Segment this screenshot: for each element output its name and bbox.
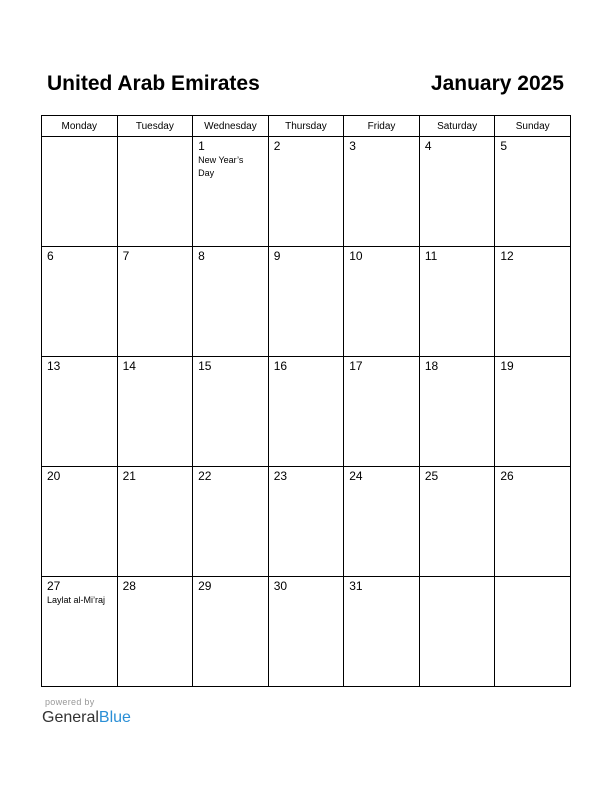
day-number: 31 (349, 579, 363, 593)
day-number: 23 (273, 469, 288, 483)
day-cell (344, 577, 420, 687)
day-number: 29 (198, 579, 212, 593)
day-number: 28 (122, 579, 136, 593)
day-cell (42, 577, 118, 687)
weekday-header: Friday (344, 116, 420, 137)
weekday-header: Thursday (268, 116, 344, 137)
day-number: 15 (198, 359, 212, 373)
day-cell (193, 247, 269, 357)
day-number: 8 (198, 249, 205, 263)
generalblue-logo[interactable] (42, 708, 131, 728)
calendar-country-title: United Arab Emirates (47, 72, 260, 95)
day-number: 27 (47, 579, 61, 593)
day-cell (193, 467, 269, 577)
brand-general-text: General (42, 709, 99, 726)
day-number: 26 (500, 469, 514, 483)
holiday-label: Laylat al-Mi’raj (47, 595, 106, 605)
week-row (42, 137, 571, 247)
day-number: 24 (349, 469, 363, 483)
calendar-grid (41, 115, 571, 687)
week-row (42, 357, 571, 467)
day-cell (117, 137, 193, 247)
day-cell (495, 357, 571, 467)
day-cell (193, 577, 269, 687)
day-number: 11 (424, 249, 438, 263)
day-cell (117, 577, 193, 687)
day-number: 25 (424, 469, 439, 483)
day-cell (344, 137, 420, 247)
holiday-label: New Year’s Day (198, 155, 244, 178)
day-number: 30 (273, 579, 288, 593)
day-cell (419, 137, 495, 247)
weekday-header: Sunday (495, 116, 571, 137)
day-number: 16 (273, 359, 288, 373)
week-row (42, 247, 571, 357)
day-cell (117, 247, 193, 357)
day-cell (42, 137, 118, 247)
day-cell (268, 467, 344, 577)
day-number: 5 (500, 139, 508, 153)
day-cell (419, 467, 495, 577)
day-number: 13 (47, 359, 61, 373)
day-number: 6 (47, 249, 54, 263)
weekday-header: Wednesday (193, 116, 269, 137)
day-number: 9 (273, 249, 281, 263)
day-cell (268, 247, 344, 357)
weekday-header: Saturday (419, 116, 495, 137)
day-cell (495, 137, 571, 247)
day-cell (268, 137, 344, 247)
day-cell (495, 247, 571, 357)
day-number: 19 (500, 359, 514, 373)
day-number: 2 (273, 139, 281, 153)
weekday-header: Monday (42, 116, 118, 137)
day-cell (42, 357, 118, 467)
weekday-header-row (42, 116, 571, 137)
day-cell (268, 577, 344, 687)
day-number: 1 (198, 139, 205, 153)
day-cell (42, 247, 118, 357)
day-number: 3 (349, 139, 356, 153)
week-row (42, 577, 571, 687)
day-number: 10 (349, 249, 363, 263)
day-cell (495, 577, 571, 687)
day-cell (117, 357, 193, 467)
day-cell (344, 467, 420, 577)
day-number: 17 (349, 359, 363, 373)
week-row (42, 467, 571, 577)
powered-by-label: powered by (45, 697, 95, 707)
day-cell (344, 247, 420, 357)
day-cell (419, 577, 495, 687)
day-number: 21 (122, 469, 136, 483)
day-cell (495, 467, 571, 577)
day-number: 7 (122, 249, 130, 263)
day-cell (419, 247, 495, 357)
day-number: 14 (122, 359, 136, 373)
day-number: 12 (500, 249, 514, 263)
day-cell (193, 357, 269, 467)
weekday-header: Tuesday (117, 116, 193, 137)
day-number: 22 (198, 469, 212, 483)
day-cell (419, 357, 495, 467)
day-cell (193, 137, 269, 247)
day-cell (117, 467, 193, 577)
day-number: 20 (47, 469, 61, 483)
calendar-month-title: January 2025 (430, 72, 564, 95)
day-number: 4 (424, 139, 432, 153)
day-cell (268, 357, 344, 467)
calendar-body (42, 137, 571, 687)
day-number: 18 (424, 359, 439, 373)
day-cell (42, 467, 118, 577)
day-cell (344, 357, 420, 467)
brand-blue-text: Blue (98, 709, 131, 726)
